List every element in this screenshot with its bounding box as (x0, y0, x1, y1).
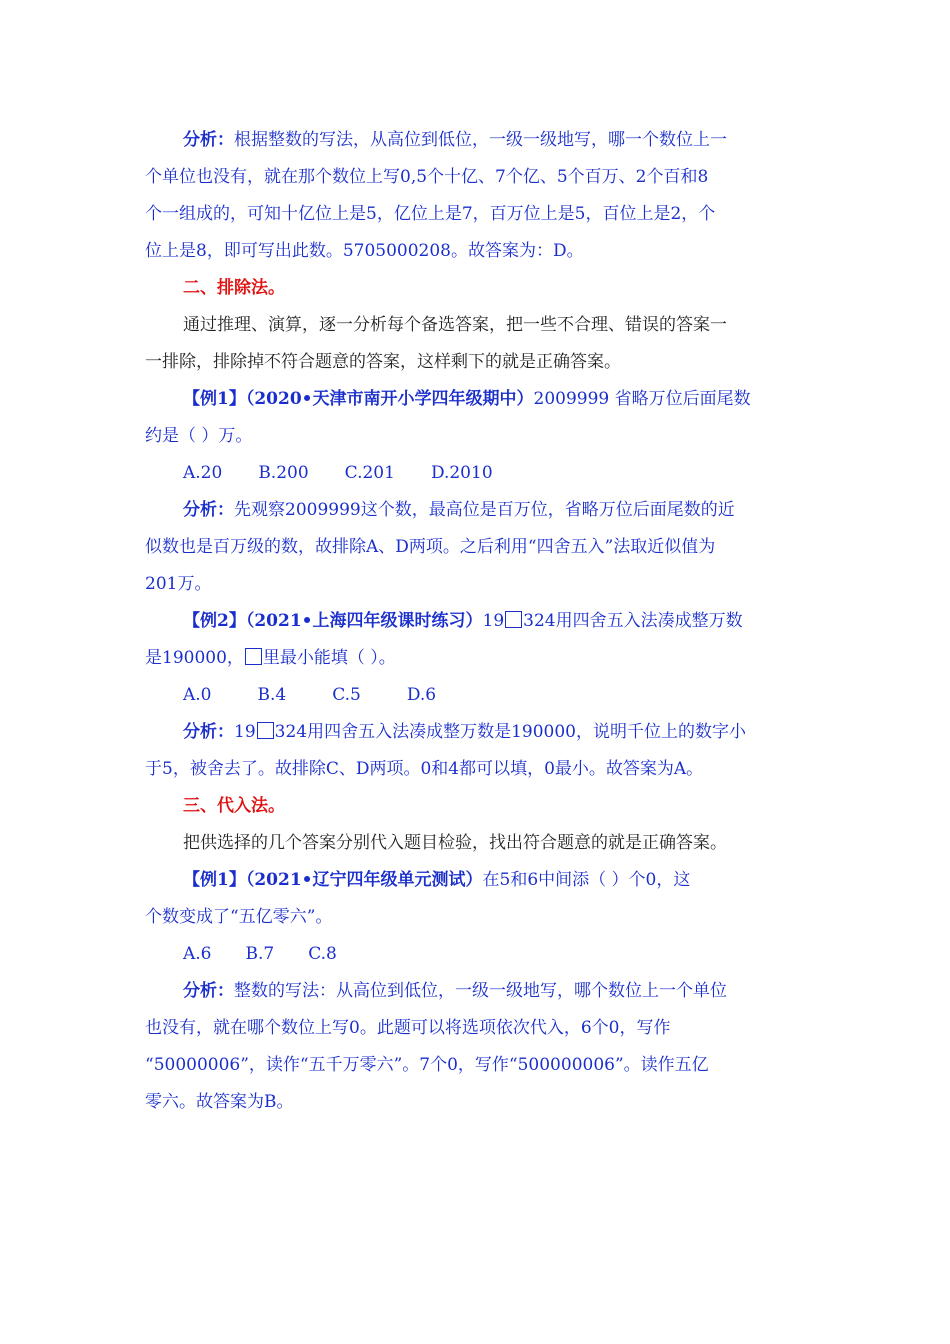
section-description: 一排除，排除掉不符合题意的答案，这样剩下的就是正确答案。 (145, 352, 621, 372)
question-text: 个数变成了“五亿零六”。 (145, 907, 333, 927)
example-tag: 【例1】（2021•辽宁四年级单元测试） (183, 870, 483, 890)
analysis-line (145, 714, 805, 751)
analysis-text: 根据整数的写法，从高位到低位，一级一级地写，哪一个数位上一 (234, 130, 727, 150)
example-tag: 【例1】（2020•天津市南开小学四年级期中） (183, 389, 534, 409)
question-text: 在5和6中间添（ ）个0，这 (482, 870, 691, 890)
section-heading: 二、排除法。 (183, 278, 285, 298)
option-a: A.20 (183, 463, 223, 483)
example-question (145, 603, 805, 640)
example-question (145, 862, 805, 899)
analysis-line (145, 973, 805, 1010)
analysis-text: 先观察2009999这个数，最高位是百万位，省略万位后面尾数的近 (234, 500, 735, 520)
analysis-label: 分析： (183, 130, 234, 150)
analysis-text: 整数的写法：从高位到低位，一级一级地写，哪个数位上一个单位 (234, 981, 727, 1001)
example-tag: 【例2】（2021•上海四年级课时练习） (183, 611, 483, 631)
analysis-line: 个单位也没有，就在那个数位上写0,5个十亿、7个亿、5个百万、2个百和8 (145, 167, 709, 187)
analysis-label: 分析： (183, 722, 234, 742)
options-row (145, 677, 805, 714)
question-text: 2009999 省略万位后面尾数 (533, 389, 751, 409)
option-c: C.8 (308, 944, 337, 964)
analysis-line (145, 492, 805, 529)
analysis-line: 位上是8，即可写出此数。5705000208。故答案为：D。 (145, 241, 584, 261)
option-a: A.0 (183, 685, 212, 705)
option-b: B.4 (257, 685, 287, 705)
option-a: A.6 (183, 944, 212, 964)
document-body (145, 122, 805, 1121)
question-text: 是190000， (145, 648, 244, 668)
option-c: C.201 (344, 463, 395, 483)
analysis-line: 于5，被舍去了。故排除C、D两项。0和4都可以填，0最小。故答案为A。 (145, 759, 704, 779)
analysis-text: 19 (234, 722, 256, 742)
section-description: 通过推理、演算，逐一分析每个备选答案，把一些不合理、错误的答案一 (183, 315, 727, 335)
blank-box (505, 611, 522, 628)
option-b: B.200 (258, 463, 309, 483)
analysis-label: 分析： (183, 981, 234, 1001)
option-b: B.7 (245, 944, 275, 964)
option-c: C.5 (332, 685, 361, 705)
option-d: D.2010 (430, 463, 493, 483)
analysis-line: 个一组成的，可知十亿位上是5，亿位上是7，百万位上是5，百位上是2，个 (145, 204, 716, 224)
blank-box (245, 648, 262, 665)
question-text: 里最小能填（ ）。 (262, 648, 396, 668)
question-text: 约是（ ）万。 (145, 426, 253, 446)
question-text: 324用四舍五入法凑成整万数 (523, 611, 743, 631)
blank-box (257, 722, 274, 739)
section-description: 把供选择的几个答案分别代入题目检验，找出符合题意的就是正确答案。 (183, 833, 727, 853)
analysis-line: 也没有，就在哪个数位上写0。此题可以将选项依次代入，6个0，写作 (145, 1018, 671, 1038)
analysis-line: 零六。故答案为B。 (145, 1092, 294, 1112)
options-row (145, 936, 805, 973)
question-line (145, 640, 805, 677)
analysis-line: 似数也是百万级的数，故排除A、D两项。之后利用“四舍五入”法取近似值为 (145, 537, 716, 557)
analysis-label: 分析： (183, 500, 234, 520)
analysis-line (145, 122, 805, 159)
section-heading: 三、代入法。 (183, 796, 285, 816)
analysis-text: 324用四舍五入法凑成整万数是190000，说明千位上的数字小 (274, 722, 746, 742)
example-question (145, 381, 805, 418)
option-d: D.6 (406, 685, 437, 705)
analysis-line: “50000006”，读作“五千万零六”。7个0，写作“500000006”。读作五亿 (145, 1055, 709, 1075)
analysis-line: 201万。 (145, 574, 212, 594)
options-row (145, 455, 805, 492)
question-text: 19 (482, 611, 505, 631)
